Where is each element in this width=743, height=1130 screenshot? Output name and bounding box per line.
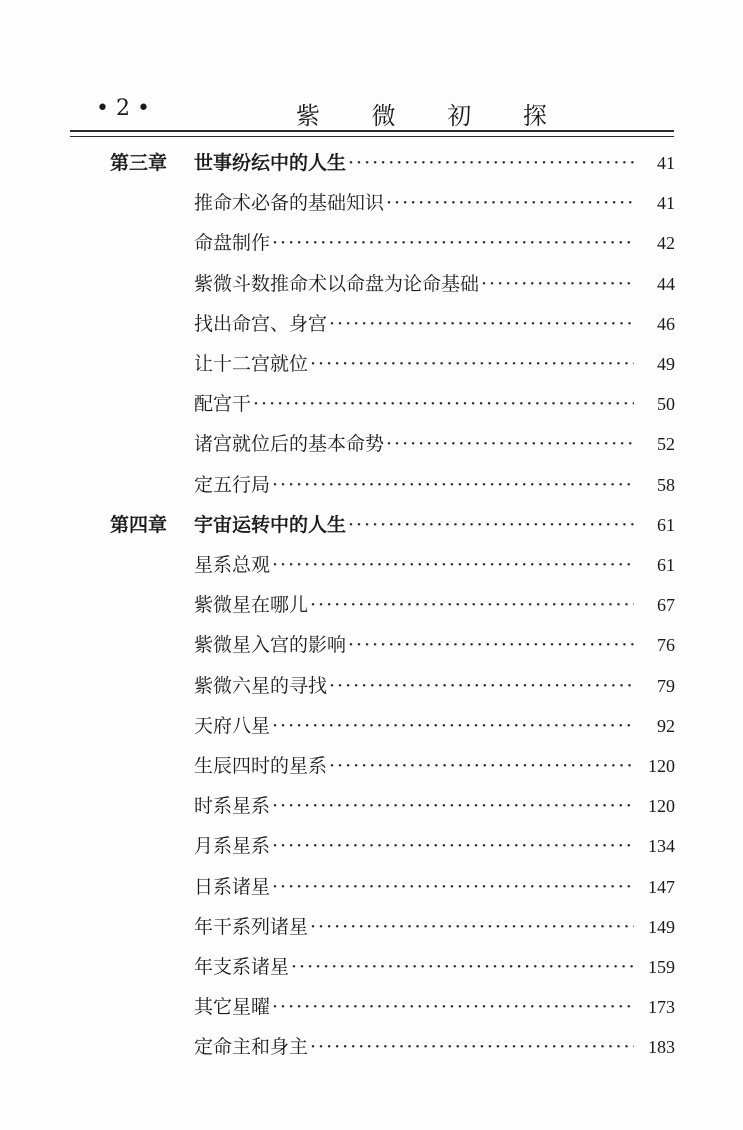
page-number: • 2 • bbox=[96, 96, 150, 121]
toc-page-number: 120 bbox=[648, 756, 675, 776]
toc-page-number: 61 bbox=[657, 514, 675, 535]
toc-page-number: 76 bbox=[657, 635, 675, 656]
toc-page-number: 79 bbox=[657, 675, 675, 696]
toc-leader bbox=[194, 228, 634, 258]
toc-page-number: 49 bbox=[657, 354, 675, 374]
toc-leader bbox=[194, 872, 634, 902]
toc-page-number: 134 bbox=[648, 836, 675, 857]
toc-page-number: 41 bbox=[657, 193, 675, 214]
toc-entry-title: 紫微斗数推命术以命盘为论命基础 bbox=[194, 272, 480, 295]
toc-page-number: 92 bbox=[657, 715, 675, 736]
toc-leader bbox=[194, 912, 634, 942]
toc-page-number: 52 bbox=[657, 434, 675, 455]
toc-leader bbox=[194, 188, 634, 218]
toc-entry bbox=[0, 470, 743, 500]
toc-leader bbox=[194, 791, 634, 821]
toc-entry bbox=[0, 912, 743, 942]
toc-entry bbox=[0, 992, 743, 1022]
toc-leader bbox=[194, 429, 634, 459]
toc-leader bbox=[194, 510, 634, 540]
toc-entry-title: 星系总观 bbox=[194, 554, 271, 576]
toc-leader bbox=[194, 952, 634, 982]
toc-leader bbox=[194, 148, 634, 178]
toc-entry-title: 月系星系 bbox=[194, 835, 271, 858]
toc-leader bbox=[194, 831, 634, 861]
toc-entry bbox=[0, 228, 743, 258]
toc-entry-title: 生辰四时的星系 bbox=[194, 755, 328, 777]
toc-entry bbox=[0, 831, 743, 861]
toc-entry bbox=[0, 791, 743, 821]
toc-leader bbox=[194, 671, 634, 701]
toc-leader bbox=[194, 349, 634, 379]
toc-page-number: 50 bbox=[657, 394, 675, 415]
toc-leader bbox=[194, 309, 634, 339]
toc-entry-title: 世事纷纭中的人生 bbox=[194, 152, 347, 174]
toc-entry-title: 配宫干 bbox=[194, 393, 252, 416]
toc-leader bbox=[194, 751, 634, 781]
toc-entry bbox=[0, 269, 743, 299]
toc-entry-title: 时系星系 bbox=[194, 795, 271, 818]
toc-entry bbox=[0, 429, 743, 459]
toc-entry-title: 诸宫就位后的基本命势 bbox=[194, 433, 385, 456]
toc-entry-title: 宇宙运转中的人生 bbox=[194, 513, 347, 536]
toc-entry bbox=[0, 188, 743, 218]
header-rule-thick bbox=[70, 130, 674, 132]
toc-leader bbox=[194, 269, 634, 299]
toc-entry-title: 找出命宫、身宫 bbox=[194, 312, 328, 335]
toc-entry-title: 日系诸星 bbox=[194, 875, 271, 898]
toc-entry-title: 天府八星 bbox=[194, 714, 271, 737]
toc-entry bbox=[0, 630, 743, 660]
toc-entry-title: 推命术必备的基础知识 bbox=[194, 192, 385, 215]
toc-entry-title: 年干系列诸星 bbox=[194, 915, 309, 938]
toc-entry-title: 紫微星在哪儿 bbox=[194, 594, 309, 617]
toc-page-number: 44 bbox=[657, 273, 675, 294]
toc-entry bbox=[0, 349, 743, 379]
toc-chapter-label: 第四章 bbox=[110, 513, 168, 536]
toc-page-number: 61 bbox=[657, 555, 675, 575]
toc-entry bbox=[0, 510, 743, 540]
toc-page-number: 147 bbox=[648, 876, 675, 897]
toc-page-number: 120 bbox=[648, 796, 675, 817]
toc-entry-title: 年支系诸星 bbox=[194, 956, 290, 978]
toc-entry bbox=[0, 148, 743, 178]
toc-entry bbox=[0, 952, 743, 982]
toc-page-number: 159 bbox=[648, 957, 675, 977]
toc-entry bbox=[0, 751, 743, 781]
toc-page-number: 58 bbox=[657, 474, 675, 495]
toc-leader bbox=[194, 711, 634, 741]
toc-page-number: 42 bbox=[657, 233, 675, 254]
page-header bbox=[0, 96, 743, 130]
toc-leader bbox=[194, 630, 634, 660]
toc-entry bbox=[0, 711, 743, 741]
toc-page-number: 173 bbox=[648, 997, 675, 1018]
toc-leader bbox=[194, 470, 634, 500]
toc-entry-title: 定命主和身主 bbox=[194, 1036, 309, 1059]
toc-entry-title: 紫微六星的寻找 bbox=[194, 674, 328, 697]
toc-page-number: 67 bbox=[657, 595, 675, 616]
toc-leader bbox=[194, 1032, 634, 1062]
book-title: 紫 微 初 探 bbox=[296, 102, 569, 130]
toc-entry bbox=[0, 671, 743, 701]
toc-entry bbox=[0, 309, 743, 339]
toc-entry-title: 定五行局 bbox=[194, 473, 271, 496]
toc-entry-title: 紫微星入宫的影响 bbox=[194, 634, 347, 657]
header-rule-thin bbox=[70, 136, 674, 137]
toc-leader bbox=[194, 389, 634, 419]
toc-entry-title: 命盘制作 bbox=[194, 232, 271, 255]
toc-entry bbox=[0, 1032, 743, 1062]
toc-page-number: 149 bbox=[648, 916, 675, 937]
toc-entry bbox=[0, 389, 743, 419]
toc-chapter-label: 第三章 bbox=[110, 152, 168, 174]
toc-entry-title: 让十二宫就位 bbox=[194, 353, 309, 375]
toc-leader bbox=[194, 550, 634, 580]
toc-page-number: 41 bbox=[657, 153, 675, 173]
toc-leader bbox=[194, 992, 634, 1022]
toc-entry bbox=[0, 550, 743, 580]
toc-page-number: 46 bbox=[657, 313, 675, 334]
toc-entry-title: 其它星曜 bbox=[194, 996, 271, 1019]
toc-entry bbox=[0, 872, 743, 902]
toc-leader bbox=[194, 590, 634, 620]
toc-page-number: 183 bbox=[648, 1037, 675, 1058]
toc-entry bbox=[0, 590, 743, 620]
